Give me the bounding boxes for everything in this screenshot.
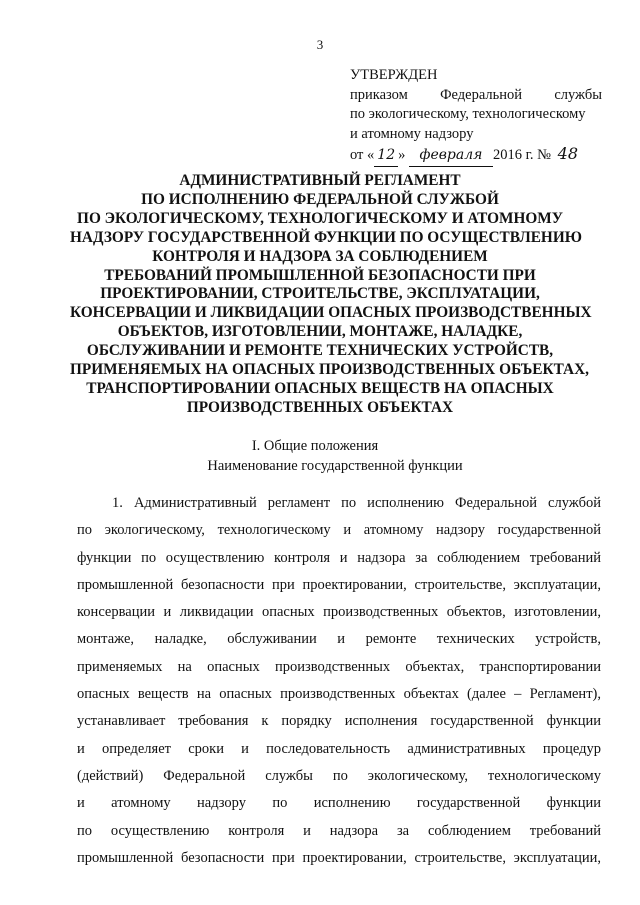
- title-line: ПРОИЗВОДСТВЕННЫХ ОБЪЕКТАХ: [186, 398, 454, 416]
- title-line: АДМИНИСТРАТИВНЫЙ РЕГЛАМЕНТ: [179, 172, 461, 189]
- title-line: ПО ЭКОЛОГИЧЕСКОМУ, ТЕХНОЛОГИЧЕСКОМУ И АТОМНОМУ: [77, 209, 563, 227]
- title-line: ПРИМЕНЯЕМЫХ НА ОПАСНЫХ ПРОИЗВОДСТВЕННЫХ ОБЪЕКТАХ,: [70, 361, 589, 379]
- paragraph-line: промышленной безопасности при проектировании, строительстве, эксплуатации,: [77, 849, 601, 866]
- title-line: КОНТРОЛЯ И НАДЗОРА ЗА СОБЛЮДЕНИЕМ: [152, 247, 488, 265]
- document-title: [70, 172, 592, 418]
- title-line: ТРЕБОВАНИЙ ПРОМЫШЛЕННОЙ БЕЗОПАСНОСТИ ПРИ: [104, 266, 536, 284]
- section-subheading: Наименование государственной функции: [207, 458, 463, 474]
- approval-line: и атомному надзору: [350, 125, 474, 142]
- paragraph-line: и определяет сроки и последовательность административных процедур: [77, 740, 601, 757]
- title-line: ОБСЛУЖИВАНИИ И РЕМОНТЕ ТЕХНИЧЕСКИХ УСТРОЙСТВ,: [86, 342, 554, 360]
- approval-stamp: [350, 66, 602, 167]
- paragraph-line: (действий) Федеральной службы по экологическому, технологическому: [77, 767, 601, 784]
- paragraph-line: и атомному надзору по исполнению государственной функции: [77, 795, 601, 812]
- paragraph-1: [77, 490, 601, 872]
- title-line: КОНСЕРВАЦИИ И ЛИКВИДАЦИИ ОПАСНЫХ ПРОИЗВОДСТВЕННЫХ: [70, 304, 592, 322]
- approval-line: по экологическому, технологическому: [350, 106, 586, 122]
- date-prefix: от «: [350, 147, 375, 163]
- date-month-handwritten: февраля: [409, 146, 493, 167]
- paragraph-line: 1. Административный регламент по исполнению Федеральной службой: [112, 495, 601, 511]
- paragraph-line: по экологическому, технологическому и атомному надзору государственной: [77, 522, 601, 539]
- section-header: [0, 436, 640, 476]
- date-mid: »: [398, 147, 406, 163]
- title-line: ПРОЕКТИРОВАНИИ, СТРОИТЕЛЬСТВЕ, ЭКСПЛУАТАЦИИ,: [100, 285, 540, 303]
- paragraph-line: консервации и ликвидации опасных производственных объектов, изготовлении,: [77, 604, 601, 621]
- paragraph-line: применяемых на опасных производственных объектах, транспортировании: [77, 658, 601, 675]
- approval-line: приказом Федеральной службы: [350, 86, 602, 103]
- paragraph-line: по осуществлению контроля и надзора за соблюдением требований: [77, 822, 601, 839]
- order-number-handwritten: 48: [557, 144, 578, 163]
- section-heading: I. Общие положения: [251, 438, 379, 454]
- paragraph-line: опасных веществ на опасных производственных объектах (далее – Регламент),: [77, 686, 601, 703]
- paragraph-line: промышленной безопасности при проектировании, строительстве, эксплуатации,: [77, 576, 601, 593]
- title-line: ПО ИСПОЛНЕНИЮ ФЕДЕРАЛЬНОЙ СЛУЖБОЙ: [141, 190, 499, 208]
- title-line: ОБЪЕКТОВ, ИЗГОТОВЛЕНИИ, МОНТАЖЕ, НАЛАДКЕ,: [117, 323, 523, 341]
- paragraph-line: функции по осуществлению контроля и надзора за соблюдением требований: [77, 549, 601, 566]
- date-day-handwritten: 12: [374, 146, 398, 167]
- paragraph-line: устанавливает требования к порядку исполнения государственной функции: [77, 713, 601, 730]
- title-line: НАДЗОРУ ГОСУДАРСТВЕННОЙ ФУНКЦИИ ПО ОСУЩЕСТВЛЕНИЮ: [70, 228, 582, 246]
- page-number: 3: [316, 37, 324, 52]
- approval-heading: УТВЕРЖДЕН: [350, 67, 438, 83]
- date-year: 2016 г. №: [492, 147, 552, 163]
- title-line: ТРАНСПОРТИРОВАНИИ ОПАСНЫХ ВЕЩЕСТВ НА ОПАСНЫХ: [86, 379, 554, 397]
- approval-date: [350, 144, 602, 167]
- paragraph-line: монтаже, наладке, обслуживании и ремонте технических устройств,: [77, 631, 601, 648]
